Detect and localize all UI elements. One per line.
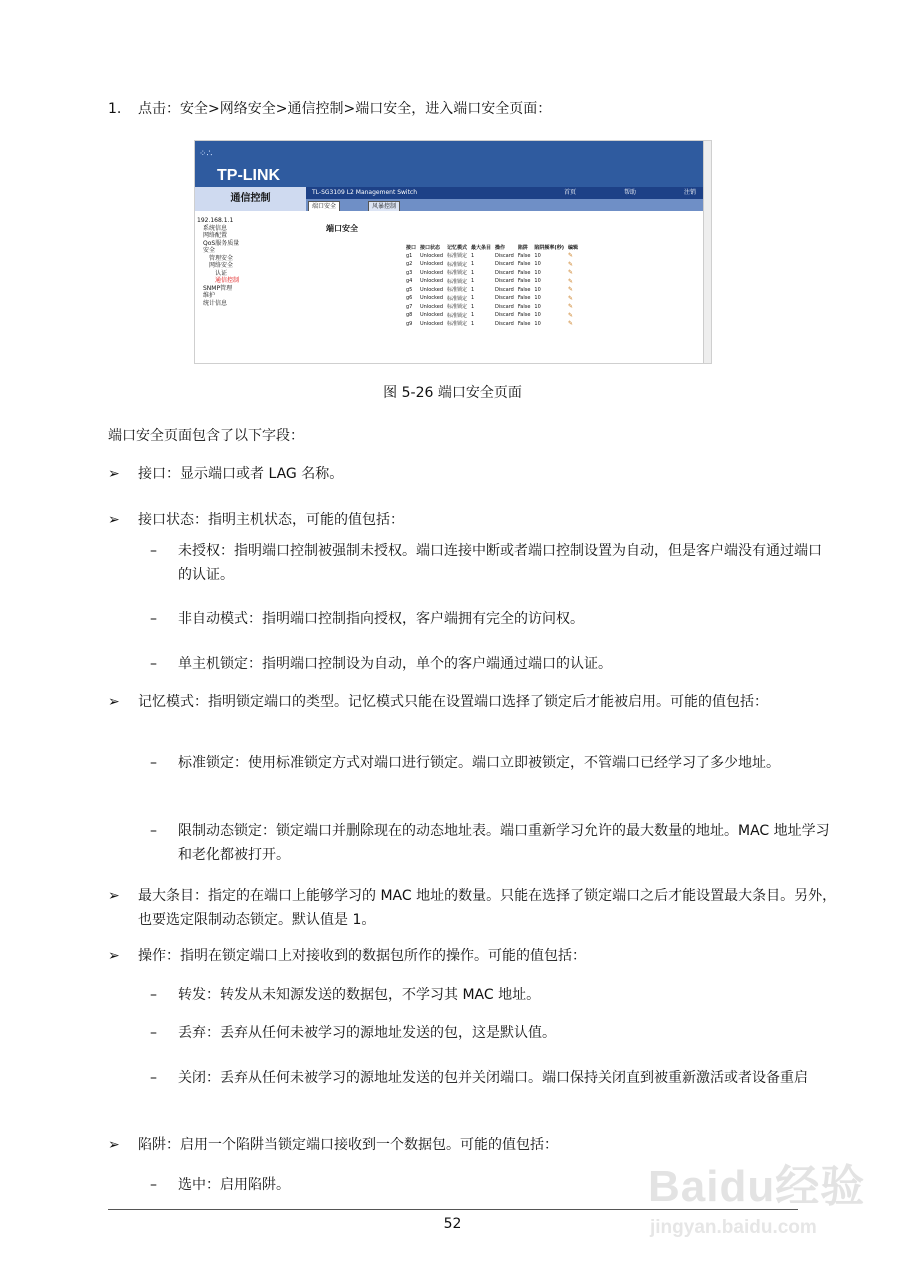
table-cell: g6 [406, 295, 413, 302]
table-cell: False [517, 261, 531, 268]
column-header: 陷阱 [517, 244, 528, 251]
item-text: 接口：显示端口或者 LAG 名称。 [138, 466, 344, 482]
column-header: 最大条目 [471, 244, 492, 251]
item-text: 关闭：丢弃从任何未被学习的源地址发送的包并关闭端口。端口保持关闭直到被重新激活或者设备重启 [178, 1070, 808, 1086]
table-cell: g1 [406, 252, 413, 259]
table-cell: 1 [471, 312, 475, 319]
field-sub-item [150, 1021, 833, 1045]
baidu-watermark: Baidu经验 [648, 1162, 866, 1211]
table-cell: Unlocked [420, 261, 444, 268]
dash-icon: – [150, 755, 157, 771]
column-header: 接口状态 [420, 244, 441, 251]
step-number: 1. [108, 101, 122, 117]
device-title: TL-SG3109 L2 Management Switch [312, 189, 418, 196]
table-cell: g5 [406, 286, 413, 293]
tree-item[interactable]: SNMP管理 [203, 284, 233, 292]
nav-tree [197, 217, 305, 307]
dash-icon: – [150, 823, 157, 839]
table-row [404, 260, 580, 269]
table-cell: 10 [534, 252, 541, 259]
tab-bar [306, 199, 703, 211]
table-cell: 1 [471, 295, 475, 302]
table-cell: Unlocked [420, 295, 444, 302]
edit-pencil-icon[interactable]: ✎ [568, 303, 574, 311]
item-text: 陷阱：启用一个陷阱当锁定端口接收到一个数据包。可能的值包括： [138, 1137, 558, 1153]
edit-pencil-icon[interactable]: ✎ [568, 294, 574, 302]
port-security-screenshot [194, 140, 712, 364]
dash-icon: – [150, 1070, 157, 1086]
column-header: 操作 [495, 244, 506, 251]
scrollbar[interactable] [703, 141, 712, 363]
table-cell: g3 [406, 269, 413, 276]
field-sub-item [150, 819, 833, 867]
item-text: 转发：转发从未知源发送的数据包，不学习其 MAC 地址。 [178, 987, 541, 1003]
table-cell: 1 [471, 286, 475, 293]
column-header: 编辑 [568, 244, 579, 251]
table-cell: Unlocked [420, 252, 444, 259]
table-cell: Unlocked [420, 312, 444, 319]
tree-item[interactable]: 网络配置 [203, 232, 228, 239]
table-row [404, 320, 580, 329]
tree-item[interactable]: 安全 [203, 247, 216, 254]
item-text: 最大条目：指定的在端口上能够学习的 MAC 地址的数量。只能在选择了锁定端口之后才能设置最大条目。另外，也要选定限制动态锁定。默认值是 1。 [138, 888, 837, 928]
tree-item[interactable]: 通信控制 [215, 277, 240, 284]
table-cell: 1 [471, 320, 475, 327]
tree-item[interactable]: 统计信息 [203, 299, 228, 307]
table-cell: Unlocked [420, 320, 444, 327]
table-cell: 1 [471, 278, 475, 285]
column-header: 陷阱频率(秒) [534, 244, 564, 251]
table-cell: 10 [534, 312, 541, 319]
field-bullet [108, 690, 838, 714]
item-text: 丢弃：丢弃从任何未被学习的源地址发送的包，这是默认值。 [178, 1025, 556, 1041]
item-text: 非自动模式：指明端口控制指向授权，客户端拥有完全的访问权。 [178, 611, 584, 627]
port-security-table [404, 243, 580, 328]
table-row [404, 303, 580, 312]
table-cell: Discard [495, 269, 514, 276]
table-cell: Discard [495, 252, 514, 259]
table-cell: Discard [495, 303, 514, 310]
table-cell: False [517, 303, 531, 310]
table-cell: Discard [495, 312, 514, 319]
dash-icon: – [150, 656, 157, 672]
arrow-bullet-icon: ➢ [108, 466, 120, 482]
dash-icon: – [150, 987, 157, 1003]
table-row [404, 311, 580, 320]
edit-pencil-icon[interactable]: ✎ [568, 286, 574, 294]
page-number: 52 [443, 1216, 462, 1232]
field-bullet [108, 462, 838, 486]
table-body [404, 252, 580, 329]
field-bullet [108, 944, 838, 968]
logo-dots-icon: ⁘∴ [199, 149, 213, 159]
table-cell: Discard [495, 261, 514, 268]
item-text: 接口状态：指明主机状态，可能的值包括： [138, 512, 404, 528]
banner [195, 141, 703, 187]
table-cell: 标准锁定 [447, 321, 468, 328]
table-cell: 10 [534, 295, 541, 302]
step-instruction [108, 98, 551, 118]
tab-port-security[interactable]: 端口安全 [308, 201, 340, 212]
table-cell: 10 [534, 303, 541, 310]
table-cell: False [517, 286, 531, 293]
field-sub-item [150, 751, 833, 775]
table-cell: Discard [495, 278, 514, 285]
edit-pencil-icon[interactable]: ✎ [568, 311, 574, 319]
field-bullet [108, 508, 838, 532]
table-cell: 1 [471, 303, 475, 310]
tree-item[interactable]: 维护 [203, 292, 216, 299]
table-cell: 10 [534, 320, 541, 327]
table-cell: 10 [534, 269, 541, 276]
table-cell: False [517, 252, 531, 259]
table-cell: False [517, 320, 531, 327]
table-cell: 标准锁定 [447, 270, 468, 277]
table-row [404, 286, 580, 295]
content-title: 端口安全 [326, 224, 358, 233]
help-link[interactable]: 帮助 [624, 189, 637, 196]
edit-pencil-icon[interactable]: ✎ [568, 277, 574, 285]
table-cell: 1 [471, 269, 475, 276]
table-cell: g7 [406, 303, 413, 310]
dash-icon: – [150, 543, 157, 559]
column-header: 接口 [406, 244, 417, 251]
table-cell: 1 [471, 252, 475, 259]
column-header: 记忆模式 [447, 244, 468, 251]
device-bar [306, 187, 703, 199]
content-pane [306, 211, 703, 363]
figure-caption: 图 5-26 端口安全页面 [383, 385, 522, 401]
tree-item[interactable]: 192.168.1.1 [197, 217, 234, 224]
edit-pencil-icon[interactable]: ✎ [568, 252, 574, 260]
tree-item[interactable]: QoS服务质量 [203, 239, 240, 247]
field-sub-item [150, 1066, 833, 1090]
table-header [404, 243, 580, 252]
baidu-watermark-url: jingyan.baidu.com [650, 1217, 817, 1238]
logout-link[interactable]: 注销 [684, 189, 697, 196]
step-text: 点击：安全>网络安全>通信控制>端口安全，进入端口安全页面： [138, 101, 552, 117]
dash-icon: – [150, 1177, 157, 1193]
field-sub-item [150, 539, 833, 587]
tree-item[interactable]: 认证 [215, 269, 228, 277]
intro-text: 端口安全页面包含了以下字段： [108, 428, 304, 444]
edit-pencil-icon[interactable]: ✎ [568, 269, 574, 277]
field-sub-item [150, 652, 833, 676]
item-text: 标准锁定：使用标准锁定方式对端口进行锁定。端口立即被锁定，不管端口已经学习了多少地址。 [178, 755, 780, 771]
table-row [404, 277, 580, 286]
dash-icon: – [150, 1025, 157, 1041]
table-row [404, 252, 580, 261]
arrow-bullet-icon: ➢ [108, 888, 120, 904]
table-cell: Discard [495, 320, 514, 327]
table-cell: 标准锁定 [447, 295, 468, 302]
table-cell: 标准锁定 [447, 287, 468, 294]
arrow-bullet-icon: ➢ [108, 948, 120, 964]
tree-item[interactable]: 网络安全 [209, 262, 234, 269]
item-text: 未授权：指明端口控制被强制未授权。端口连接中断或者端口控制设置为自动，但是客户端没有通过端口的认证。 [178, 543, 822, 583]
home-link[interactable]: 首页 [564, 189, 577, 196]
table-cell: Discard [495, 286, 514, 293]
item-text: 选中：启用陷阱。 [178, 1177, 290, 1193]
table-cell: Unlocked [420, 303, 444, 310]
arrow-bullet-icon: ➢ [108, 512, 120, 528]
table-row [404, 294, 580, 303]
table-cell: 1 [471, 261, 475, 268]
tab-storm-control[interactable]: 风暴控制 [368, 201, 400, 212]
tree-item[interactable]: 系统信息 [203, 224, 228, 232]
arrow-bullet-icon: ➢ [108, 1137, 120, 1153]
table-cell: Unlocked [420, 278, 444, 285]
edit-pencil-icon[interactable]: ✎ [568, 320, 574, 328]
table-cell: Discard [495, 295, 514, 302]
table-cell: g4 [406, 278, 413, 285]
table-cell: g9 [406, 320, 413, 327]
table-cell: 标准锁定 [447, 312, 468, 319]
tp-link-logo: TP-LINK [217, 167, 281, 184]
table-cell: 10 [534, 286, 541, 293]
item-text: 单主机锁定：指明端口控制设为自动，单个的客户端通过端口的认证。 [178, 656, 612, 672]
table-cell: g2 [406, 261, 413, 268]
table-cell: False [517, 278, 531, 285]
table-row [404, 269, 580, 278]
table-cell: False [517, 295, 531, 302]
field-sub-item [150, 983, 833, 1007]
field-bullet [108, 884, 838, 932]
tree-item[interactable]: 管理安全 [209, 254, 234, 262]
table-cell: 标准锁定 [447, 253, 468, 260]
table-cell: g8 [406, 312, 413, 319]
edit-pencil-icon[interactable]: ✎ [568, 260, 574, 268]
table-cell: Unlocked [420, 286, 444, 293]
item-text: 操作：指明在锁定端口上对接收到的数据包所作的操作。可能的值包括： [138, 948, 586, 964]
table-cell: 10 [534, 261, 541, 268]
item-text: 限制动态锁定：锁定端口并删除现在的动态地址表。端口重新学习允许的最大数量的地址。MAC 地址学习和老化都被打开。 [178, 823, 830, 863]
table-cell: 标准锁定 [447, 261, 468, 268]
table-cell: False [517, 312, 531, 319]
arrow-bullet-icon: ➢ [108, 694, 120, 710]
side-header: 通信控制 [195, 187, 306, 211]
table-cell: 10 [534, 278, 541, 285]
table-cell: 标准锁定 [447, 304, 468, 311]
field-sub-item [150, 607, 833, 631]
table-cell: False [517, 269, 531, 276]
item-text: 记忆模式：指明锁定端口的类型。记忆模式只能在设置端口选择了锁定后才能被启用。可能的值包括： [138, 694, 768, 710]
table-cell: Unlocked [420, 269, 444, 276]
dash-icon: – [150, 611, 157, 627]
table-cell: 标准锁定 [447, 278, 468, 285]
